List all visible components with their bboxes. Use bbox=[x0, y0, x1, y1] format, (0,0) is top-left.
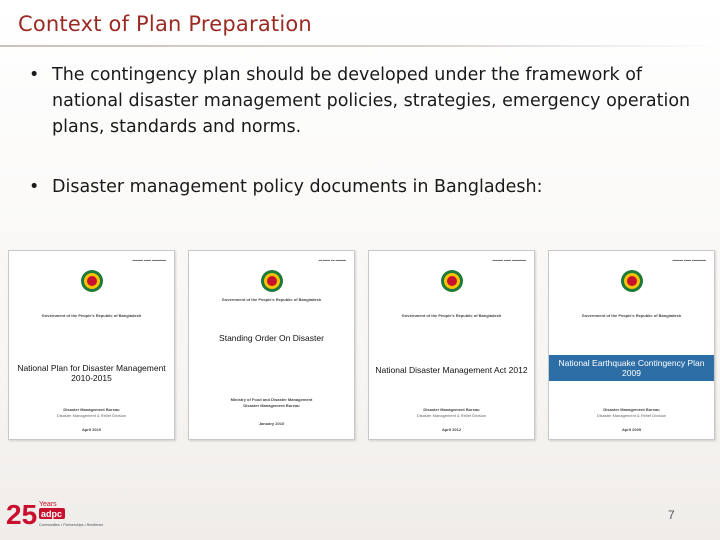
bullet-list bbox=[26, 62, 706, 200]
document-cover-sod bbox=[188, 250, 355, 440]
bullet-text: The contingency plan should be developed under the framework of national disaster management policies, strategies, emergency operation plans, standards and norms. bbox=[52, 65, 691, 137]
cover-govt-line: Government of the People's Republic of Bangladesh bbox=[221, 297, 322, 302]
document-title: National Plan for Disaster Management 2010-2015 bbox=[13, 363, 170, 383]
bullet-item bbox=[26, 174, 706, 200]
cover-header-text: ▬ ▬▬ ▬ ▬▬▬ bbox=[318, 258, 346, 262]
document-cover-ndmp bbox=[8, 250, 175, 440]
bangladesh-emblem-icon bbox=[440, 269, 464, 293]
bullet-item bbox=[26, 62, 706, 140]
cover-footer-line: Disaster Management Bureau bbox=[603, 407, 660, 412]
bullet-dot-icon: • bbox=[29, 65, 40, 85]
cover-footer-line: Disaster Management & Relief Division bbox=[56, 413, 127, 418]
cover-date: April 2012 bbox=[441, 427, 462, 432]
bullet-dot-icon: • bbox=[29, 177, 40, 197]
title-divider bbox=[0, 45, 720, 47]
bangladesh-emblem-icon bbox=[620, 269, 644, 293]
cover-date: April 2009 bbox=[621, 427, 642, 432]
cover-header-text: ▬▬▬ ▬▬ ▬▬▬▬ bbox=[672, 258, 706, 262]
document-title-highlighted: National Earthquake Contingency Plan 2009 bbox=[549, 355, 714, 381]
logo-brand: adpc bbox=[41, 509, 63, 519]
cover-footer-line: Disaster Management & Relief Division bbox=[596, 413, 667, 418]
cover-footer-line: Disaster Management Bureau bbox=[423, 407, 480, 412]
cover-govt-line: Government of the People's Republic of Bangladesh bbox=[41, 313, 142, 318]
cover-footer-line: Disaster Management & Relief Division bbox=[416, 413, 487, 418]
slide-title: Context of Plan Preparation bbox=[18, 12, 312, 36]
cover-footer-line: Disaster Management Bureau bbox=[243, 403, 300, 408]
cover-header-text: ▬▬▬ ▬▬ ▬▬▬▬ bbox=[132, 258, 166, 262]
cover-footer-line: Disaster Management Bureau bbox=[63, 407, 120, 412]
bangladesh-emblem-icon bbox=[260, 269, 284, 293]
bullet-text: Disaster management policy documents in Bangladesh: bbox=[52, 177, 543, 197]
logo-suffix: Years bbox=[39, 501, 57, 508]
logo-number: 25 bbox=[6, 499, 38, 530]
document-thumbnails bbox=[0, 250, 720, 440]
document-cover-dm-act bbox=[368, 250, 535, 440]
bangladesh-emblem-icon bbox=[80, 269, 104, 293]
document-title: Standing Order On Disaster bbox=[193, 333, 350, 343]
cover-date: January 2010 bbox=[258, 421, 285, 426]
page-number: 7 bbox=[668, 508, 675, 522]
cover-govt-line: Government of the People's Republic of Bangladesh bbox=[401, 313, 502, 318]
document-cover-earthquake-plan bbox=[548, 250, 715, 440]
logo-tagline: Communities • Partnerships • Resilience bbox=[39, 523, 104, 527]
cover-header-text: ▬▬▬ ▬▬ ▬▬▬▬ bbox=[492, 258, 526, 262]
document-title: National Disaster Management Act 2012 bbox=[373, 365, 530, 375]
cover-govt-line: Government of the People's Republic of Bangladesh bbox=[581, 313, 682, 318]
adpc-25-years-logo bbox=[6, 494, 126, 534]
cover-date: April 2010 bbox=[81, 427, 102, 432]
cover-footer-line: Ministry of Food and Disaster Management bbox=[230, 397, 313, 402]
